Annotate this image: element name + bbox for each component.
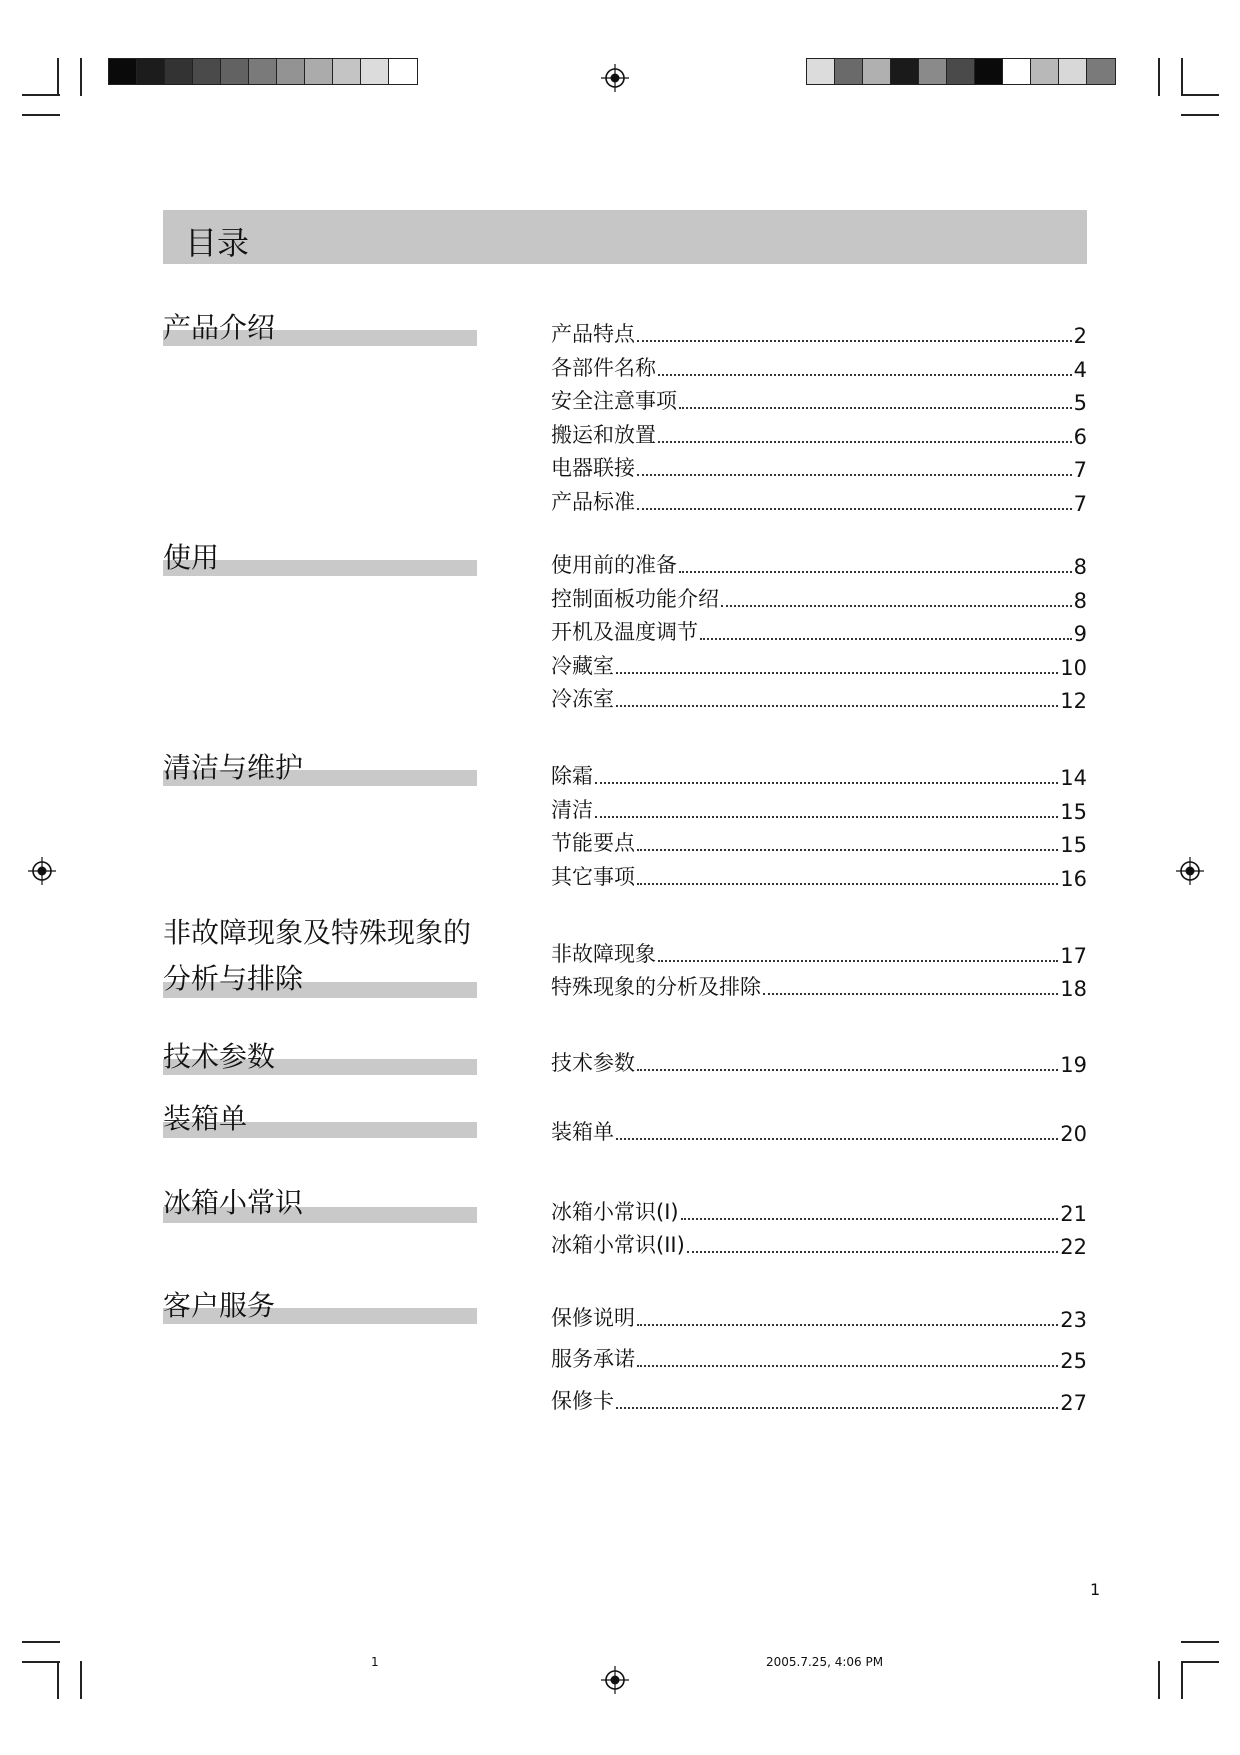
section-heading: 非故障现象及特殊现象的 分析与排除	[163, 910, 477, 1002]
toc-entry[interactable]: 安全注意事项 5	[551, 389, 1087, 415]
toc-entry[interactable]: 装箱单 20	[551, 1120, 1087, 1146]
toc-entry[interactable]: 保修卡 27	[551, 1389, 1087, 1415]
registration-mark-icon	[1176, 857, 1204, 885]
toc-entry[interactable]: 技术参数 19	[551, 1051, 1087, 1077]
section-heading: 产品介绍	[163, 305, 477, 351]
toc-entry[interactable]: 清洁 15	[551, 798, 1087, 824]
toc-entry[interactable]: 保修说明 23	[551, 1306, 1087, 1332]
toc-entry[interactable]: 开机及温度调节 9	[551, 620, 1087, 646]
toc-title-bar	[163, 210, 1087, 264]
toc-entry[interactable]: 除霜 14	[551, 764, 1087, 790]
toc-entry[interactable]: 特殊现象的分析及排除 18	[551, 975, 1087, 1001]
toc-entry[interactable]: 冷冻室 12	[551, 687, 1087, 713]
toc-entry[interactable]: 其它事项 16	[551, 865, 1087, 891]
toc-entry[interactable]: 节能要点 15	[551, 831, 1087, 857]
page-number: 1	[1090, 1580, 1101, 1599]
toc-entry[interactable]: 冰箱小常识(II) 22	[551, 1233, 1087, 1259]
page-title: 目录	[185, 224, 250, 262]
toc-entry[interactable]: 控制面板功能介绍 8	[551, 587, 1087, 613]
section-heading: 装箱单	[163, 1096, 477, 1142]
color-bar-right	[806, 58, 1116, 85]
toc-entry[interactable]: 产品标准 7	[551, 490, 1087, 516]
toc-entry[interactable]: 冰箱小常识(I) 21	[551, 1200, 1087, 1226]
toc-entry[interactable]: 使用前的准备 8	[551, 553, 1087, 579]
toc-entry[interactable]: 非故障现象 17	[551, 942, 1087, 968]
footer-timestamp: 2005.7.25, 4:06 PM	[766, 1655, 884, 1669]
section-heading: 技术参数	[163, 1034, 477, 1080]
toc-entry[interactable]: 搬运和放置 6	[551, 423, 1087, 449]
toc-entry[interactable]: 产品特点 2	[551, 322, 1087, 348]
section-heading: 冰箱小常识	[163, 1180, 477, 1226]
toc-entry[interactable]: 电器联接 7	[551, 456, 1087, 482]
registration-mark-icon	[601, 1666, 629, 1694]
color-bar-left	[108, 58, 418, 85]
registration-mark-icon	[28, 857, 56, 885]
registration-mark-icon	[601, 64, 629, 92]
section-heading: 清洁与维护	[163, 745, 477, 791]
toc-entry[interactable]: 冷藏室 10	[551, 654, 1087, 680]
section-heading: 客户服务	[163, 1283, 477, 1329]
toc-entry[interactable]: 服务承诺 25	[551, 1347, 1087, 1373]
toc-entry[interactable]: 各部件名称 4	[551, 356, 1087, 382]
footer-page: 1	[371, 1655, 379, 1669]
section-heading: 使用	[163, 535, 477, 581]
